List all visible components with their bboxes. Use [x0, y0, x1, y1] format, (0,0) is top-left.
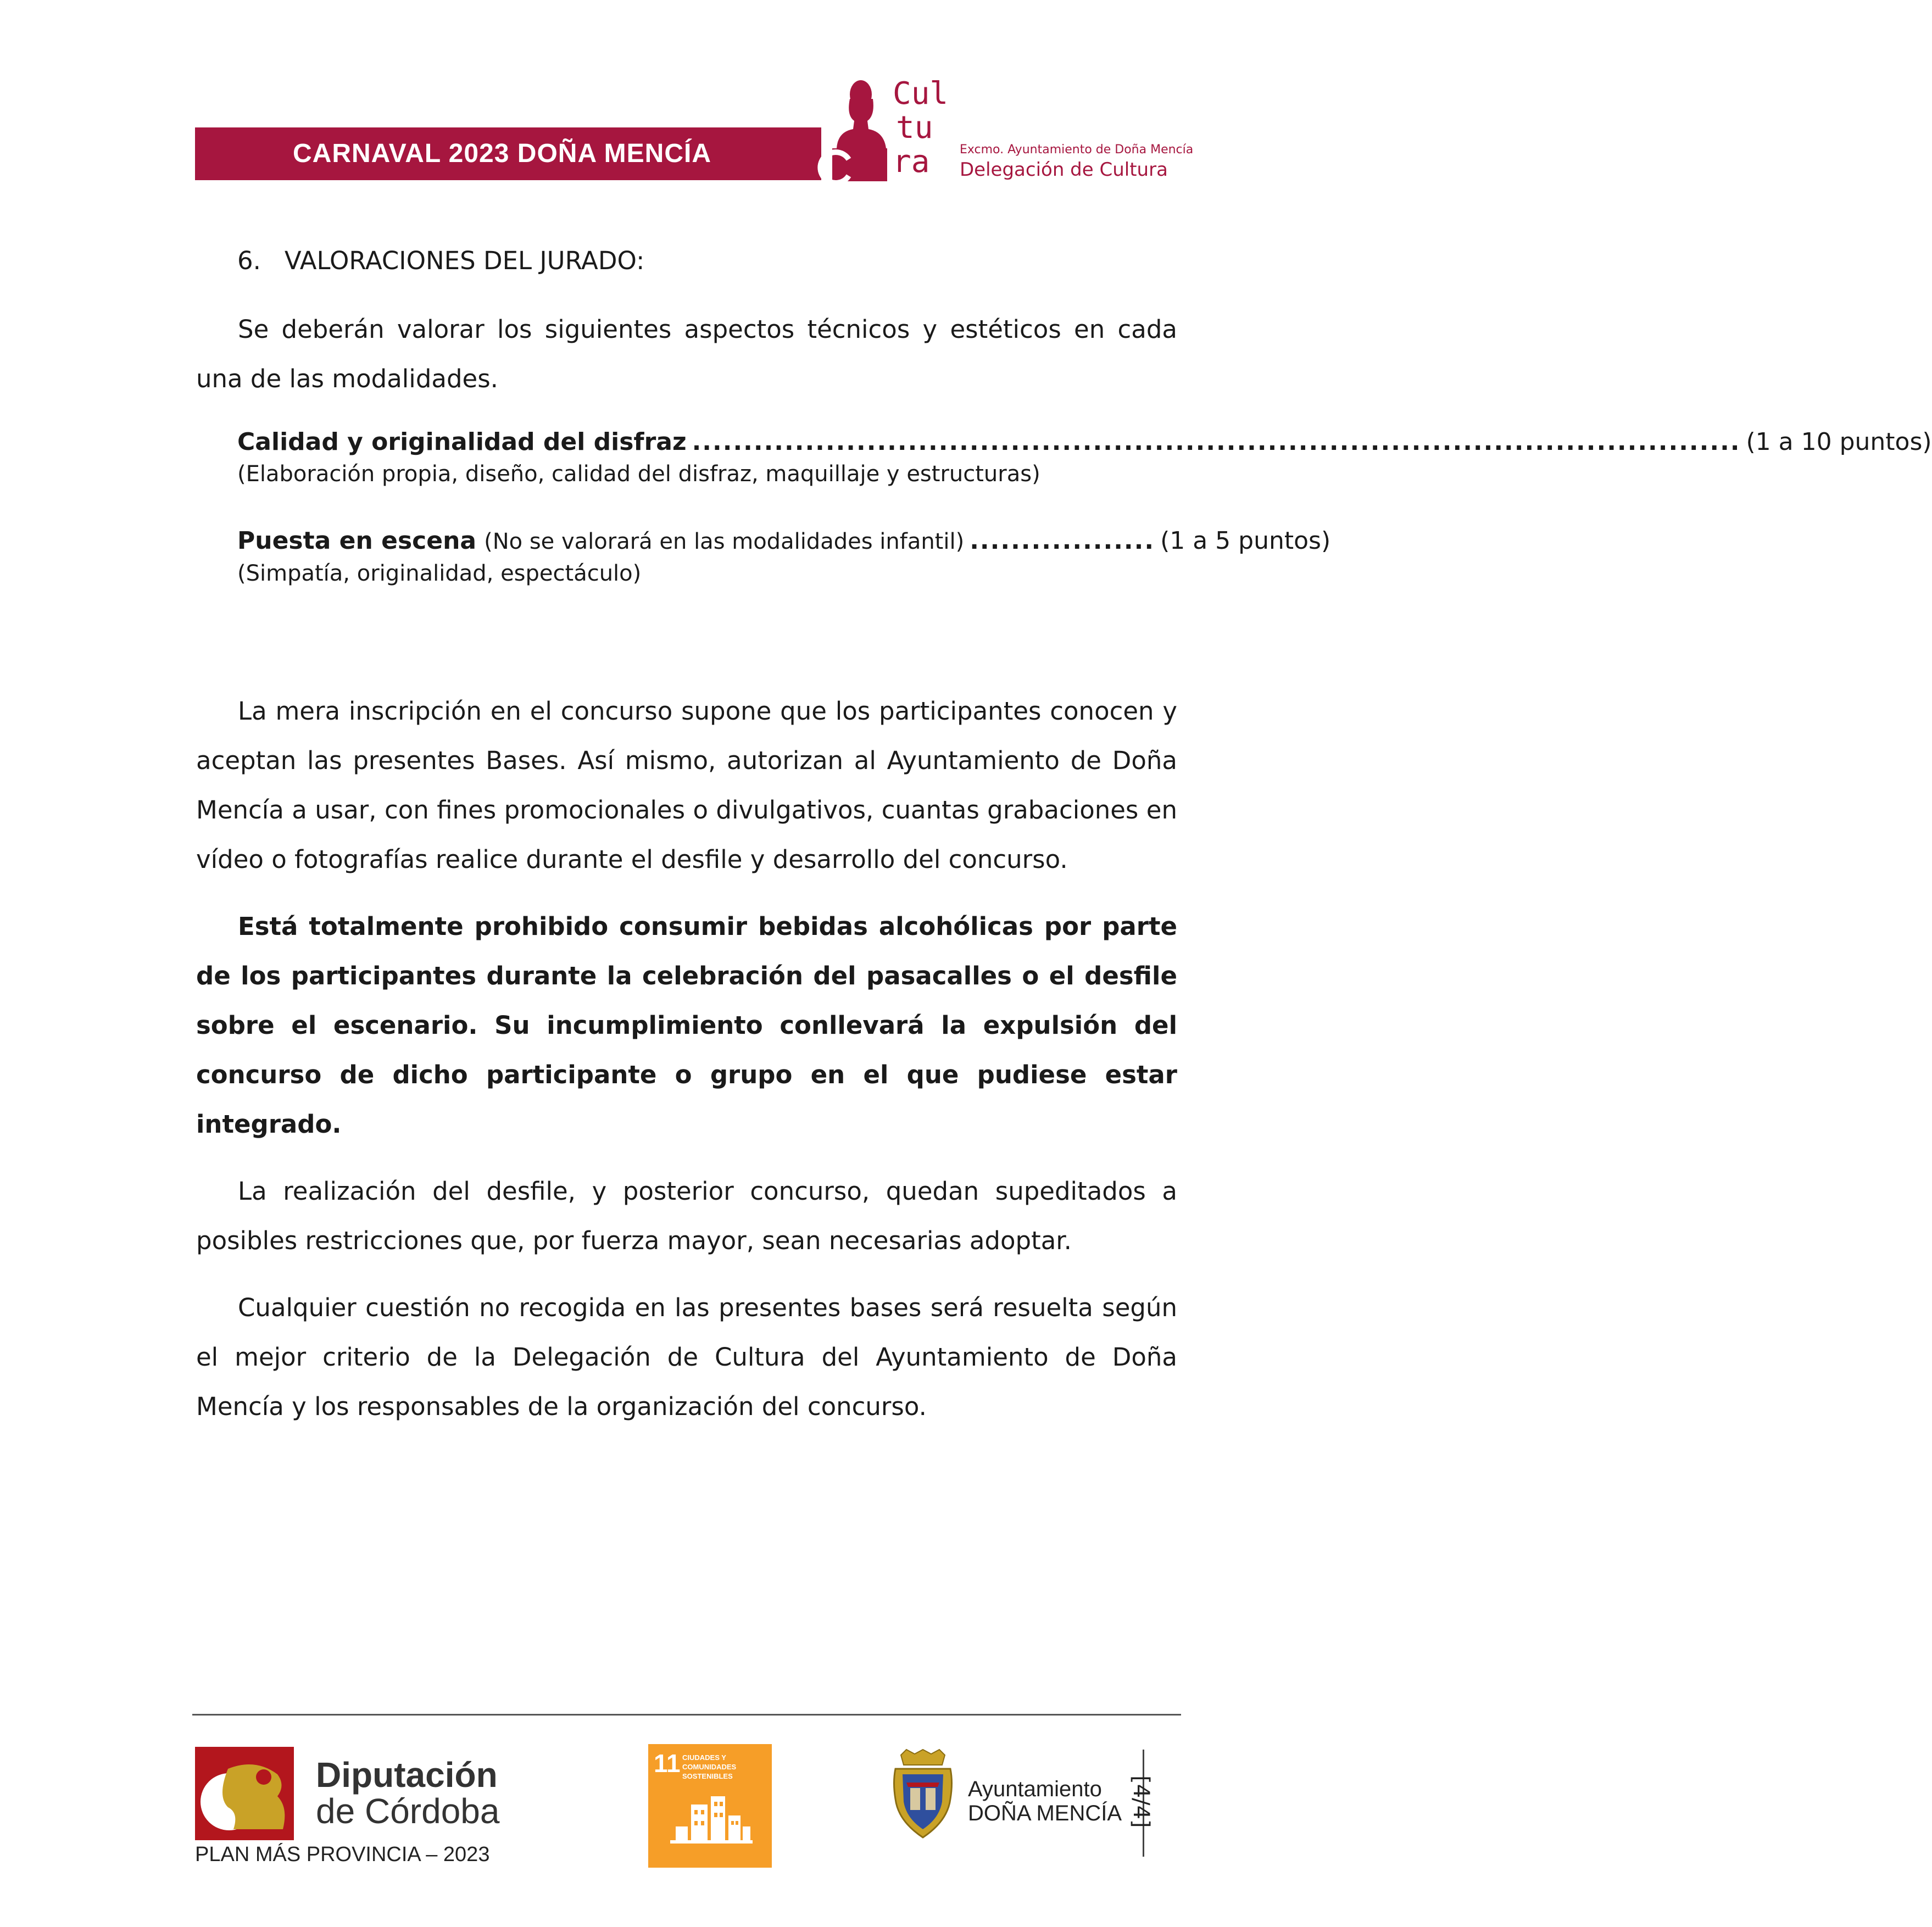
ods-number: 11 [654, 1749, 681, 1778]
bust-icon [827, 77, 893, 187]
ayuntamiento-name [968, 1777, 1122, 1825]
cultura-subtitle [960, 143, 1193, 181]
paragraph-other-issues: Cualquier cuestión no recogida en las presentes bases será resuelta según el mejor criterio de la Delegación de Cultura del Ayuntamiento de Doña Mencía y los responsables de la organización del concurso. [196, 1293, 1177, 1421]
header-band [195, 127, 821, 180]
criterion-item [237, 426, 1932, 489]
leader-dots: .................. [970, 527, 1155, 555]
logo-org: Excmo. Ayuntamiento de Doña Mencía [960, 143, 1194, 157]
footer-divider [192, 1714, 1181, 1716]
document-title: CARNAVAL 2023 DOÑA MENCÍA [293, 139, 711, 168]
section-intro-block [196, 305, 1177, 404]
paragraph-consent: La mera inscripción en el concurso supone que los participantes conocen y aceptan las presentes Bases. Así mismo, autorizan al Ayuntamiento de Doña Mencía a usar, con fines promocionales o divulgativos, cuantas grabaciones en vídeo o fotografías realice durante el desfile y desarrollo del concurso. [196, 697, 1177, 874]
diputacion-name: Diputación [316, 1755, 498, 1795]
paragraph-restrictions: La realización del desfile, y posterior concurso, quedan supeditados a posibles restricciones que, por fuerza mayor, sean necesarias adoptar. [196, 1177, 1177, 1255]
diputacion-subtitle: de Córdoba [316, 1791, 500, 1831]
diputacion-mark [195, 1747, 294, 1840]
criterion-label: Puesta en escena [237, 527, 477, 555]
section-intro: Se deberán valorar los siguientes aspectos técnicos y estéticos en cada una de las modalidades. [196, 315, 1177, 393]
ods-11-badge [648, 1744, 772, 1868]
city-icon [648, 1744, 772, 1868]
criterion-description: (Simpatía, originalidad, espectáculo) [237, 561, 642, 586]
section-title: VALORACIONES DEL JURADO [284, 246, 637, 275]
cultura-wordmark: Cul tu ra [893, 76, 949, 180]
criterion-points: (1 a 10 puntos) [1746, 428, 1932, 456]
plan-label: PLAN MÁS PROVINCIA – 2023 [195, 1843, 490, 1866]
cultura-logo [827, 76, 1194, 187]
leader-dots: ...................................................................................................... [692, 428, 1741, 456]
body-text [196, 687, 1177, 1432]
criterion-item [237, 525, 1331, 589]
ayuntamiento-line2: DOÑA MENCÍA [968, 1801, 1122, 1825]
criterion-label: Calidad y originalidad del disfraz [237, 428, 687, 456]
logo-dept: Delegación de Cultura [960, 159, 1168, 181]
paragraph-alcohol-ban: Está totalmente prohibido consumir bebidas alcohólicas por parte de los participantes durante la celebración del pasacalles o el desfile sobre el escenario. Su incumplimiento conllevará la expulsión del concurso de dicho participante o grupo en el que pudiese estar integrado. [196, 912, 1177, 1139]
section-heading: 6. VALORACIONES DEL JURADO: [237, 246, 645, 275]
page-number: [4/4] [1128, 1775, 1154, 1828]
diputacion-logo [195, 1747, 525, 1840]
section-number: 6. [237, 246, 261, 275]
ayuntamiento-line1: Ayuntamiento [968, 1777, 1102, 1801]
coat-of-arms-icon [887, 1750, 959, 1840]
criterion-note: (No se valorará en las modalidades infantil) [484, 529, 965, 554]
criterion-description: (Elaboración propia, diseño, calidad del disfraz, maquillaje y estructuras) [237, 461, 1040, 487]
ods-text: CIUDADES Y COMUNIDADES SOSTENIBLES [682, 1753, 737, 1780]
criterion-points: (1 a 5 puntos) [1160, 527, 1331, 555]
